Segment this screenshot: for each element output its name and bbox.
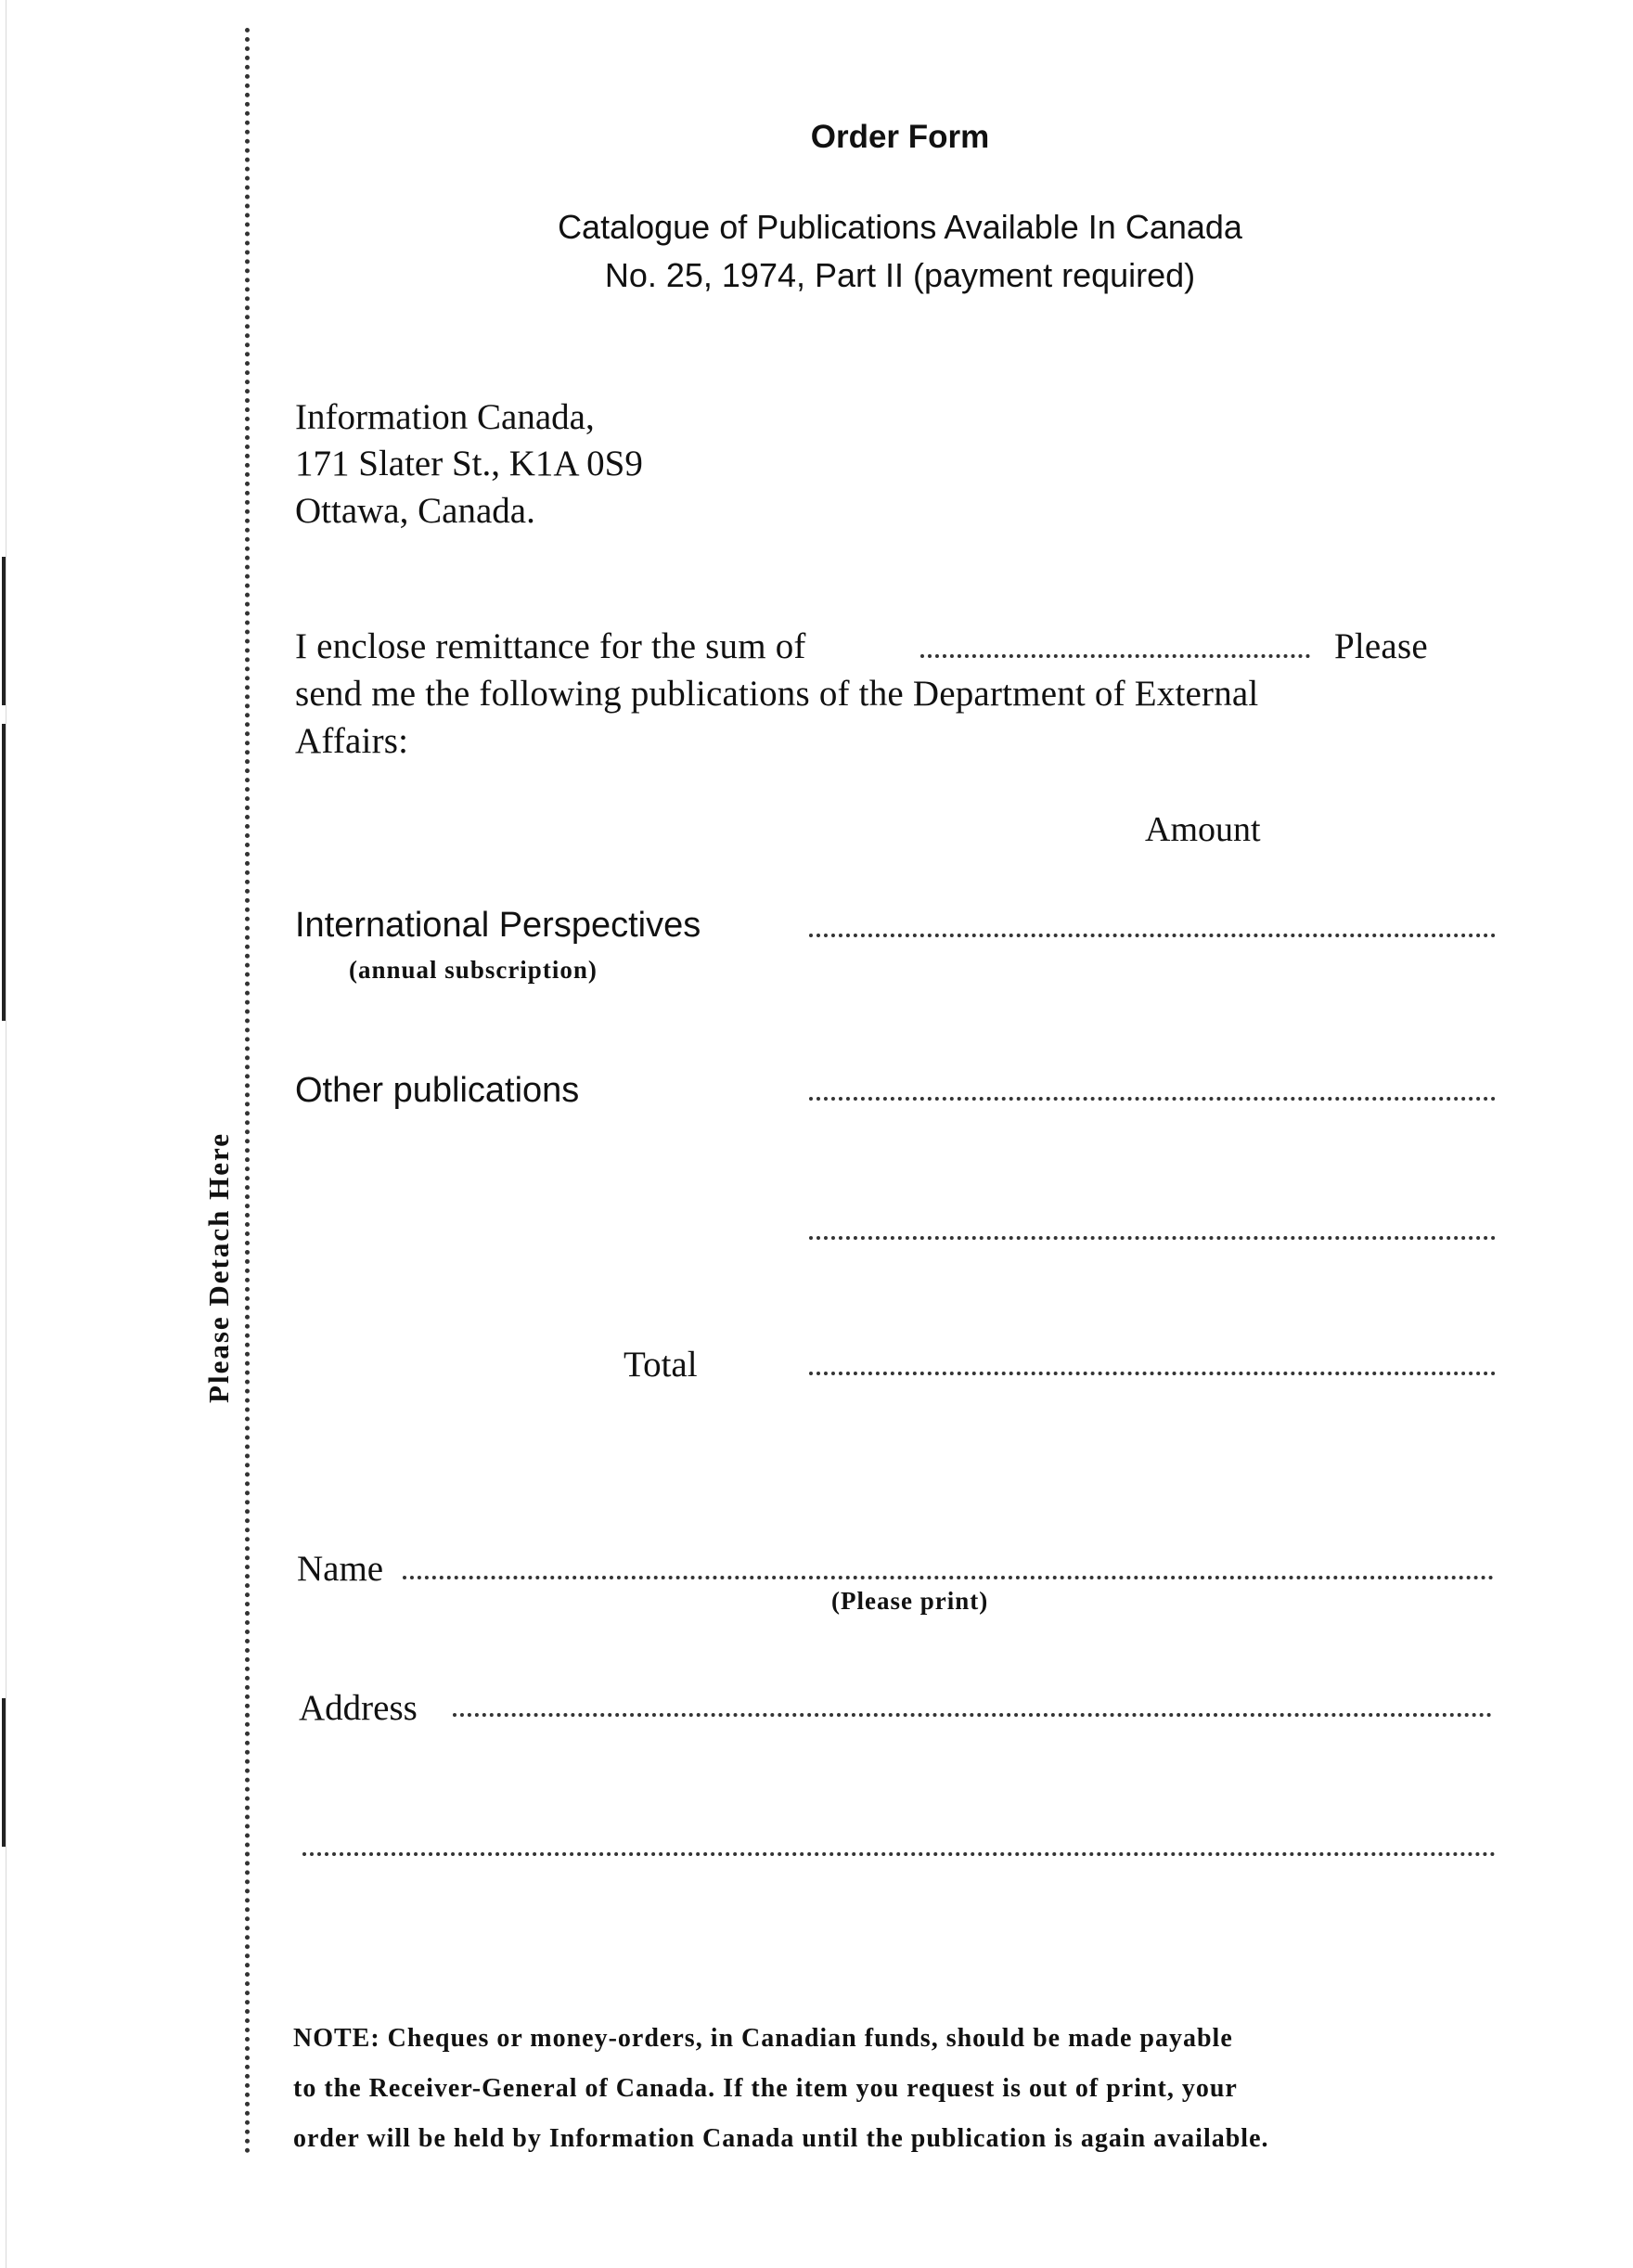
other-publications-amount-field[interactable] xyxy=(809,1097,1496,1101)
remittance-text-line2: send me the following publications of the Department of External xyxy=(295,674,1259,714)
remittance-text-start: I enclose remittance for the sum of xyxy=(295,626,806,666)
detach-label: Please Detach Here xyxy=(202,1132,235,1403)
item-international-perspectives: International Perspectives xyxy=(295,906,701,945)
remittance-text-line3: Affairs: xyxy=(295,721,409,761)
note-line3: order will be held by Information Canada until the publication is again available. xyxy=(293,2124,1269,2153)
please-print-note: (Please print) xyxy=(831,1587,989,1615)
page-binding-edge xyxy=(0,0,6,2268)
name-field[interactable] xyxy=(403,1576,1494,1579)
address-field[interactable] xyxy=(453,1713,1492,1717)
note-line1: NOTE: Cheques or money-orders, in Canadian funds, should be made payable xyxy=(293,2024,1233,2053)
address-field-2[interactable] xyxy=(302,1852,1496,1856)
address-line3: Ottawa, Canada. xyxy=(295,491,535,531)
item-subscription-note: (annual subscription) xyxy=(349,956,598,984)
international-perspectives-amount-field[interactable] xyxy=(809,934,1496,937)
address-line2: 171 Slater St., K1A 0S9 xyxy=(295,444,643,483)
note-line2: to the Receiver-General of Canada. If the item you request is out of print, your xyxy=(293,2074,1238,2103)
amount-column-header: Amount xyxy=(1145,810,1261,849)
form-title: Order Form xyxy=(810,119,990,155)
remittance-amount-field[interactable] xyxy=(920,654,1310,658)
detach-perforation-line xyxy=(245,28,250,2155)
form-subtitle-line1: Catalogue of Publications Available In Canada xyxy=(558,208,1242,246)
address-label: Address xyxy=(299,1688,418,1728)
other-publications-amount-field-2[interactable] xyxy=(809,1236,1496,1240)
address-line1: Information Canada, xyxy=(295,397,595,437)
total-label: Total xyxy=(624,1345,698,1385)
remittance-text-end: Please xyxy=(1334,626,1428,666)
name-label: Name xyxy=(297,1549,384,1589)
form-subtitle-line2: No. 25, 1974, Part II (payment required) xyxy=(604,256,1196,294)
item-other-publications: Other publications xyxy=(295,1071,580,1110)
total-amount-field[interactable] xyxy=(809,1372,1496,1375)
